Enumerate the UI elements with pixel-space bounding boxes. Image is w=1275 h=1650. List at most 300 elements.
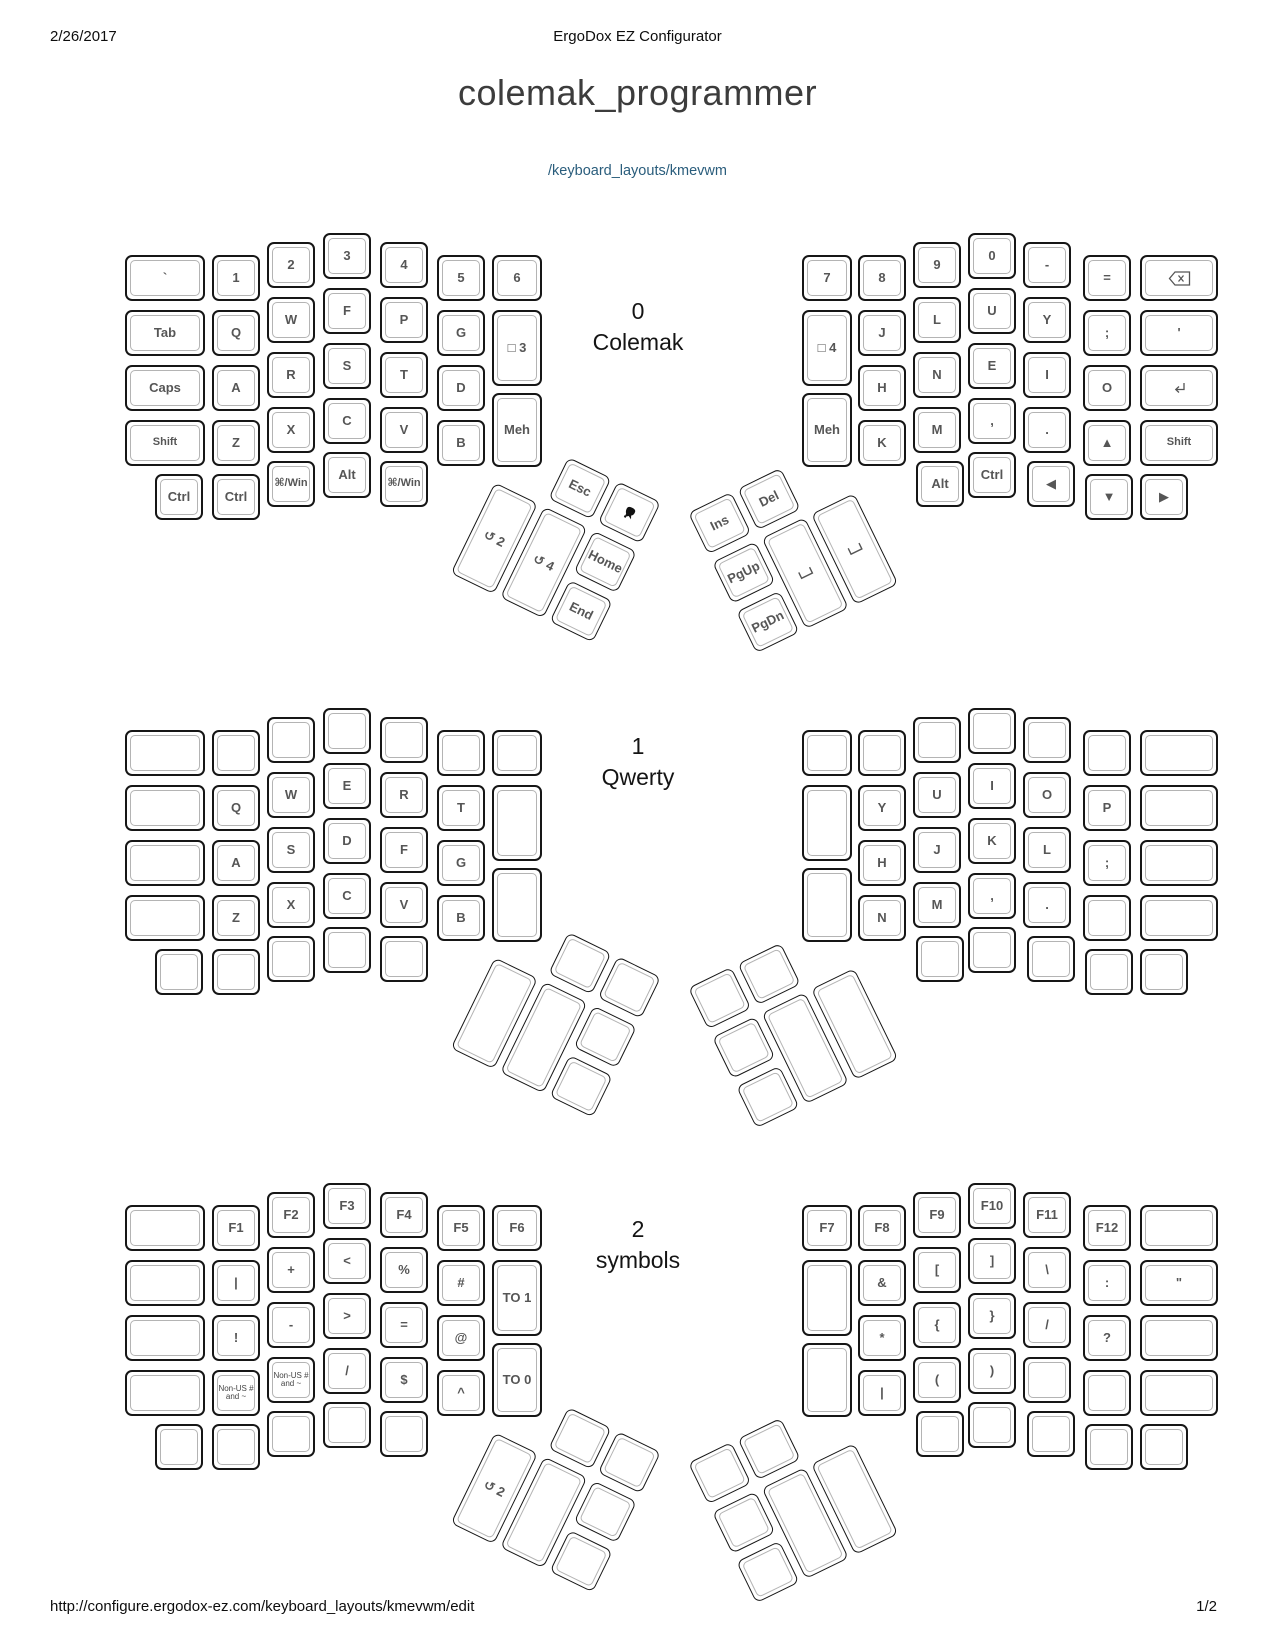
- layer-index: 2: [631, 1216, 645, 1242]
- key-3: [323, 233, 371, 279]
- keycap-surface: [555, 1535, 608, 1587]
- keycap-surface: [973, 238, 1011, 274]
- key-l: [913, 297, 961, 343]
- keycap-surface: [328, 457, 366, 493]
- key-label: ▼: [1102, 489, 1116, 505]
- key-label: M: [931, 897, 943, 913]
- layer-2-right-thumb-cluster: [688, 1385, 915, 1615]
- keycap-surface: [497, 315, 537, 381]
- key-m: [913, 407, 961, 453]
- key-blank: [913, 1302, 961, 1348]
- key-label: Z: [232, 910, 240, 926]
- keycap-surface: [1028, 832, 1066, 868]
- key-label: \: [1045, 1262, 1049, 1278]
- key-label: U: [987, 303, 997, 319]
- key-c: [323, 398, 371, 444]
- keycap-surface: [863, 370, 901, 406]
- keycap-surface: [497, 735, 537, 771]
- keycap-surface: [272, 722, 310, 758]
- key-label: ,: [990, 413, 994, 429]
- key-ctrl: [968, 452, 1016, 498]
- key-blank: [267, 936, 315, 982]
- key-y: [1023, 297, 1071, 343]
- key-label: F: [400, 842, 408, 858]
- layer-0-left-thumb-cluster: [444, 433, 671, 660]
- keycap-surface: [1145, 260, 1213, 296]
- key-label: Shift: [152, 436, 178, 449]
- keycap-surface: [1088, 425, 1126, 461]
- key-label: Ins: [707, 511, 732, 534]
- key-blank: [1140, 1370, 1218, 1416]
- key-label: Q: [230, 800, 242, 816]
- keycap-surface: [385, 302, 423, 338]
- key-label: -: [1044, 257, 1050, 273]
- key-label: P: [1102, 800, 1112, 816]
- permalink-link[interactable]: /keyboard_layouts/kmevwm: [548, 163, 727, 179]
- layer-1-left-thumb-cluster: [444, 908, 671, 1135]
- keycap-surface: [497, 260, 537, 296]
- key-e: [968, 343, 1016, 389]
- key-blank: [688, 1442, 751, 1504]
- key-label: 9: [933, 257, 941, 273]
- key-2: [267, 242, 315, 288]
- key-to-1: [492, 1260, 542, 1336]
- key-8: [858, 255, 906, 301]
- enter-icon: [1171, 381, 1187, 395]
- keycap-surface: [272, 1252, 310, 1288]
- key-label: F2: [283, 1207, 299, 1223]
- key-label: Non-US # and ~: [218, 1383, 254, 1401]
- key-label: Ctrl: [980, 467, 1004, 483]
- keycap-surface: [1028, 1197, 1066, 1233]
- keycap-surface: [1145, 1375, 1213, 1411]
- key-label: G: [455, 855, 467, 871]
- key-win: [380, 461, 428, 507]
- key-label: F3: [339, 1198, 355, 1214]
- key-label: ": [1175, 1275, 1183, 1291]
- key-x: [267, 407, 315, 453]
- key-blank: [380, 1411, 428, 1457]
- key-label: ↺ 2: [481, 1476, 508, 1500]
- keycap-surface: [973, 1298, 1011, 1334]
- keycap-surface: [863, 845, 901, 881]
- keycap-surface: [130, 1210, 200, 1246]
- key-label: F10: [980, 1198, 1004, 1214]
- key-label: TO 1: [502, 1290, 532, 1306]
- key-blank: [1083, 1260, 1131, 1306]
- key-m: [913, 882, 961, 928]
- keycap-surface: [272, 302, 310, 338]
- key-blank: [323, 1402, 371, 1448]
- key-label: A: [231, 380, 241, 396]
- key-label: I: [990, 778, 994, 794]
- key-f9: [913, 1192, 961, 1238]
- key-label: PgUp: [725, 558, 763, 587]
- keycap-surface: [807, 315, 847, 381]
- keycap-surface: [442, 1210, 480, 1246]
- key-label: =: [400, 1317, 408, 1333]
- keycap-surface: [555, 1060, 608, 1112]
- keycap-surface: [921, 1416, 959, 1452]
- key-blank: [437, 1260, 485, 1306]
- keycap-surface: [217, 845, 255, 881]
- keycap-surface: [1145, 1320, 1213, 1356]
- keycap-surface: [217, 1429, 255, 1465]
- key-blank: [125, 1260, 205, 1306]
- key-label: ,: [990, 888, 994, 904]
- key-n: [858, 895, 906, 941]
- keycap-surface: [1088, 735, 1126, 771]
- key-blank: [968, 927, 1016, 973]
- key-blank: [125, 785, 205, 831]
- key-f4: [380, 1192, 428, 1238]
- key-blank: [212, 1315, 260, 1361]
- key-s: [323, 343, 371, 389]
- keycap-surface: [807, 790, 847, 856]
- keycap-surface: [385, 722, 423, 758]
- key-blank: [858, 1370, 906, 1416]
- key-g: [437, 310, 485, 356]
- key-p: [380, 297, 428, 343]
- key-label: A: [231, 855, 241, 871]
- key-label: ↺ 2: [481, 526, 508, 550]
- key-label: 5: [457, 270, 465, 286]
- key-f8: [858, 1205, 906, 1251]
- key-label: F1: [228, 1220, 244, 1236]
- key-label: C: [342, 888, 352, 904]
- keycap-surface: [918, 302, 956, 338]
- key-label: L: [933, 312, 941, 328]
- keycap-surface: [160, 479, 198, 515]
- key-label: `: [162, 270, 168, 286]
- keycap-surface: [217, 1320, 255, 1356]
- key-blank: [1140, 785, 1218, 831]
- key-blank: [968, 1293, 1016, 1339]
- key-blank: [598, 1431, 661, 1493]
- key-label: Q: [230, 325, 242, 341]
- key-label: !: [233, 1330, 239, 1346]
- key-label: F7: [819, 1220, 835, 1236]
- key-label: ': [1177, 325, 1181, 341]
- keycap-surface: [328, 768, 366, 804]
- keycap-surface: [973, 932, 1011, 968]
- layer-index: 0: [631, 298, 645, 324]
- keycap-surface: [717, 1022, 770, 1074]
- key-z: [212, 895, 260, 941]
- key-0: [968, 233, 1016, 279]
- key-label: Y: [1042, 312, 1052, 328]
- key-label: ⌘/Win: [387, 477, 421, 490]
- key-caps: [125, 365, 205, 411]
- key-blank: [1140, 474, 1188, 520]
- keycap-surface: [918, 1252, 956, 1288]
- key-blank: [1023, 1247, 1071, 1293]
- key-blank: [802, 1260, 852, 1336]
- key-blank: [1140, 1205, 1218, 1251]
- keycap-surface: [442, 260, 480, 296]
- key-label: &: [877, 1275, 887, 1291]
- key-i: [1023, 352, 1071, 398]
- keycap-surface: [1032, 466, 1070, 502]
- key-home: [574, 531, 637, 593]
- key-k: [968, 818, 1016, 864]
- key-tab: [125, 310, 205, 356]
- key-blank: [267, 1247, 315, 1293]
- key-blank: [548, 1407, 611, 1469]
- keycap-surface: [1145, 479, 1183, 515]
- keycap-surface: [1088, 900, 1126, 936]
- key-q: [212, 310, 260, 356]
- key-label: M: [931, 422, 943, 438]
- key-non-us-and: [267, 1357, 315, 1403]
- key-blank: [212, 949, 260, 995]
- keycap-surface: [863, 315, 901, 351]
- key-x: [267, 882, 315, 928]
- key-blank: [1023, 1357, 1071, 1403]
- keycap-surface: [693, 497, 746, 549]
- key-label: <: [343, 1253, 351, 1269]
- key-blank: [1140, 1260, 1218, 1306]
- key-blank: [380, 936, 428, 982]
- key-label: Ctrl: [167, 489, 191, 505]
- keycap-surface: [555, 585, 608, 637]
- key-blank: [323, 1293, 371, 1339]
- key-ins: [688, 492, 751, 554]
- key-q: [212, 785, 260, 831]
- page-title: colemak_programmer: [457, 72, 818, 113]
- keycap-surface: [807, 260, 847, 296]
- keycap-surface: [1090, 479, 1128, 515]
- key-y: [858, 785, 906, 831]
- keycap-surface: [743, 948, 796, 1000]
- keycap-surface: [1028, 1362, 1066, 1398]
- key-pgdn: [736, 591, 799, 653]
- key-label: □ 4: [817, 340, 837, 356]
- key-label: }: [989, 1308, 995, 1324]
- key-label: 7: [823, 270, 831, 286]
- key-label: ↺ 4: [530, 550, 557, 574]
- key-f: [323, 288, 371, 334]
- key-label: 8: [878, 270, 886, 286]
- key-blank: [1140, 1424, 1188, 1470]
- key-label: N: [932, 367, 942, 383]
- keycap-surface: [385, 1416, 423, 1452]
- key-label: O: [1101, 380, 1113, 396]
- key-blank: [125, 255, 205, 301]
- key-label: F12: [1095, 1220, 1119, 1236]
- keycap-surface: [554, 462, 607, 514]
- keycap-surface: [863, 790, 901, 826]
- key-label: L: [1043, 842, 1051, 858]
- key-blank: [155, 949, 203, 995]
- key-t: [437, 785, 485, 831]
- key-blank: [1083, 255, 1131, 301]
- key-label: Home: [585, 546, 625, 577]
- key-blank: [125, 840, 205, 886]
- key-label: Alt: [931, 476, 949, 492]
- key-label: Z: [232, 435, 240, 451]
- key-blank: [267, 1411, 315, 1457]
- keycap-surface: [442, 425, 480, 461]
- key-shift: [125, 420, 205, 466]
- key-label: 2: [287, 257, 295, 273]
- key-label: F9: [929, 1207, 945, 1223]
- key-blank: [1083, 1315, 1131, 1361]
- key-label: I: [1045, 367, 1049, 383]
- key-blank: [1085, 1424, 1133, 1470]
- keycap-surface: [442, 370, 480, 406]
- keycap-surface: [863, 1375, 901, 1411]
- key-b: [437, 895, 485, 941]
- keycap-surface: [693, 1447, 746, 1499]
- keycap-surface: [554, 1412, 607, 1464]
- key-v: [380, 407, 428, 453]
- key-label: C: [342, 413, 352, 429]
- keycap-surface: [272, 1416, 310, 1452]
- print-footer-url: http://configure.ergodox-ez.com/keyboard_layouts/kmevwm/edit: [50, 1598, 475, 1615]
- keycap-surface: [973, 823, 1011, 859]
- key-ctrl: [155, 474, 203, 520]
- key-label: [: [934, 1262, 940, 1278]
- keycap-surface: [1032, 941, 1070, 977]
- key-blank: [1140, 310, 1218, 356]
- key-f3: [323, 1183, 371, 1229]
- keycap-surface: [579, 1011, 632, 1063]
- keycap-surface: [328, 932, 366, 968]
- key-blank: [125, 1370, 205, 1416]
- key-label: S: [342, 358, 352, 374]
- key-label: Caps: [149, 380, 181, 396]
- keycap-surface: [217, 1210, 255, 1246]
- keycap-surface: [1145, 900, 1213, 936]
- keycap-surface: [863, 425, 901, 461]
- key-label: .: [1045, 422, 1049, 438]
- key-4: [802, 310, 852, 386]
- key-blank: [1023, 717, 1071, 763]
- key-label: 0: [988, 248, 996, 264]
- key-blank: [212, 730, 260, 776]
- keycap-surface: [918, 247, 956, 283]
- key-blank: [212, 1260, 260, 1306]
- key-6: [492, 255, 542, 301]
- keycap-surface: [385, 466, 423, 502]
- keycap-surface: [863, 260, 901, 296]
- key-blank: [323, 927, 371, 973]
- key-blank: [712, 1491, 775, 1553]
- keycap-surface: [603, 962, 656, 1014]
- key-label: T: [400, 367, 408, 383]
- key-label: Meh: [504, 422, 530, 438]
- key-label: E: [342, 778, 352, 794]
- key-label: 6: [513, 270, 521, 286]
- keycap-surface: [1145, 1429, 1183, 1465]
- layer-0-right-thumb-cluster: [688, 435, 915, 665]
- keycap-surface: [217, 1375, 255, 1411]
- key-label: F5: [453, 1220, 469, 1236]
- key-label: X: [286, 422, 296, 438]
- key-label: PgDn: [749, 607, 787, 636]
- keycap-surface: [217, 900, 255, 936]
- key-label: TO 0: [502, 1372, 532, 1388]
- keycap-surface: [217, 479, 255, 515]
- keycap-surface: [130, 315, 200, 351]
- keycap-surface: [603, 487, 656, 539]
- key-blank: [549, 1530, 612, 1592]
- key-blank: [1085, 949, 1133, 995]
- key-blank: [1085, 474, 1133, 520]
- key-label: Ctrl: [224, 489, 248, 505]
- keycap-surface: [918, 887, 956, 923]
- keycap-surface: [743, 1423, 796, 1475]
- key-blank: [323, 1238, 371, 1284]
- keycap-surface: [217, 315, 255, 351]
- keycap-surface: [921, 941, 959, 977]
- key-esc: [548, 457, 611, 519]
- keycap-surface: [328, 713, 366, 749]
- keycap-surface: [328, 1243, 366, 1279]
- key-blank: [913, 1247, 961, 1293]
- key-blank: [913, 717, 961, 763]
- key-d: [323, 818, 371, 864]
- key-f11: [1023, 1192, 1071, 1238]
- keycap-surface: [1145, 954, 1183, 990]
- key-blank: [737, 1418, 800, 1480]
- key-blank: [1023, 1302, 1071, 1348]
- key-f6: [492, 1205, 542, 1251]
- keycap-surface: [328, 403, 366, 439]
- keycap-surface: [1145, 1210, 1213, 1246]
- key-label: (: [934, 1372, 940, 1388]
- keycap-surface: [130, 425, 200, 461]
- key-label: D: [456, 380, 466, 396]
- key-blank: [913, 1357, 961, 1403]
- key-s: [267, 827, 315, 873]
- key-label: J: [933, 842, 941, 858]
- key-blank: [1140, 949, 1188, 995]
- keycap-surface: [1088, 370, 1126, 406]
- keycap-surface: [918, 777, 956, 813]
- keycap-surface: [442, 790, 480, 826]
- key-blank: [968, 1402, 1016, 1448]
- keycap-surface: [328, 878, 366, 914]
- key-label: B: [456, 910, 466, 926]
- keycap-surface: [1145, 315, 1213, 351]
- key-blank: [548, 932, 611, 994]
- keycap-surface: [272, 1197, 310, 1233]
- key-blank: [574, 1006, 637, 1068]
- key-label: K: [987, 833, 997, 849]
- space-icon: [846, 542, 863, 557]
- key-blank: [125, 1315, 205, 1361]
- keycap-surface: [1088, 790, 1126, 826]
- key-u: [968, 288, 1016, 334]
- key-blank: [1027, 461, 1075, 507]
- keycap-surface: [497, 1210, 537, 1246]
- key-label: .: [1045, 897, 1049, 913]
- key-label: F6: [509, 1220, 525, 1236]
- keycap-surface: [385, 412, 423, 448]
- keycap-surface: [1090, 1429, 1128, 1465]
- keycap-surface: [442, 1320, 480, 1356]
- keycap-surface: [385, 941, 423, 977]
- keycap-surface: [272, 357, 310, 393]
- key-blank: [1083, 1370, 1131, 1416]
- keycap-surface: [921, 466, 959, 502]
- key-emoji-blob: [598, 481, 661, 543]
- keycap-surface: [863, 1320, 901, 1356]
- keycap-surface: [1088, 845, 1126, 881]
- key-blank: [125, 730, 205, 776]
